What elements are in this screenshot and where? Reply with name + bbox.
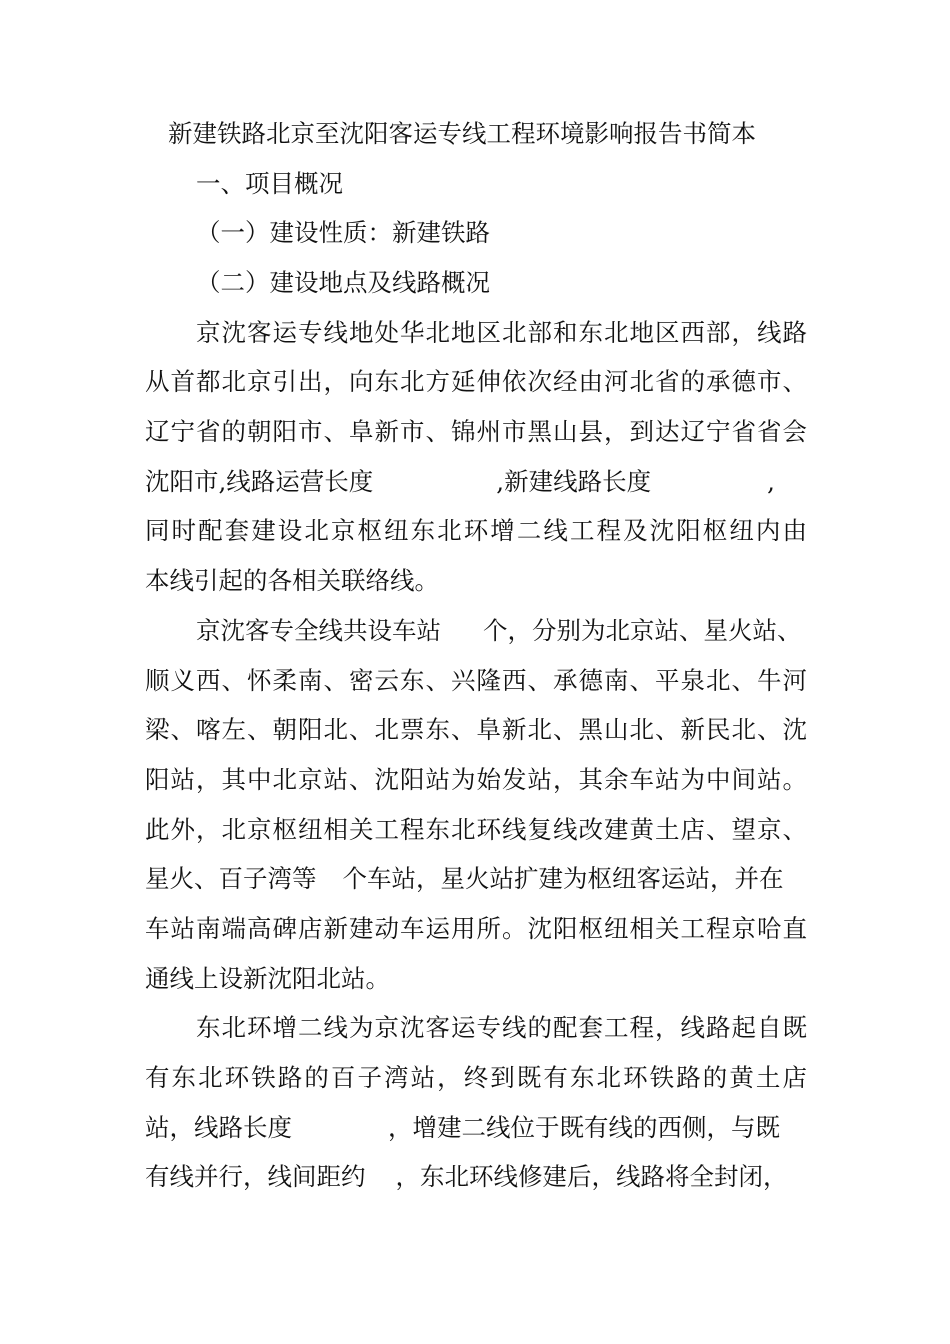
- paragraph-line: [196, 611, 807, 651]
- text-segment: ，增建二线位于既有线的西侧，与既: [388, 1113, 780, 1142]
- text-segment: ，东北环线修建后，线路将全封闭，: [395, 1162, 788, 1191]
- paragraph-line: [145, 1157, 807, 1197]
- text-segment: 沈阳市,线路运营长度: [145, 467, 374, 496]
- text-segment: 个车站，星火站扩建为枢纽客运站，并在: [342, 864, 784, 893]
- paragraph-line: 从首都北京引出，向东北方延伸依次经由河北省的承德市、: [145, 367, 807, 396]
- text-segment: 站，线路长度: [145, 1113, 292, 1142]
- paragraph-line: 有东北环铁路的百子湾站，终到既有东北环铁路的黄土店: [145, 1063, 807, 1092]
- paragraph-line: [145, 859, 807, 899]
- paragraph-line: 此外，北京枢纽相关工程东北环线复线改建黄土店、望京、: [145, 815, 807, 844]
- text-segment: ,: [767, 467, 775, 496]
- paragraph-line: 本线引起的各相关联络线。: [145, 566, 439, 595]
- subheading-construction-nature: （一）建设性质：新建铁路: [196, 218, 490, 247]
- text-segment: 京沈客专全线共设车站: [196, 616, 441, 645]
- text-segment: ,新建线路长度: [496, 467, 652, 496]
- paragraph-line: 顺义西、怀柔南、密云东、兴隆西、承德南、平泉北、牛河: [145, 666, 807, 695]
- paragraph-line: [145, 1108, 807, 1148]
- paragraph-line: 车站南端高碑店新建动车运用所。沈阳枢纽相关工程京哈直: [145, 914, 807, 943]
- text-segment: 星火、百子湾等: [145, 864, 317, 893]
- paragraph-line: 辽宁省的朝阳市、阜新市、锦州市黑山县，到达辽宁省省会: [145, 417, 807, 446]
- section-heading-project-overview: 一、项目概况: [196, 169, 343, 198]
- paragraph-line: 梁、喀左、朝阳北、北票东、阜新北、黑山北、新民北、沈: [145, 715, 807, 744]
- subheading-location-route-overview: （二）建设地点及线路概况: [196, 268, 490, 297]
- paragraph-line: 阳站，其中北京站、沈阳站为始发站，其余车站为中间站。: [145, 765, 807, 794]
- paragraph-line: 同时配套建设北京枢纽东北环增二线工程及沈阳枢纽内由: [145, 516, 807, 545]
- text-segment: 个，分别为北京站、星火站、: [483, 616, 802, 645]
- paragraph-line: [145, 462, 807, 502]
- document-title: 新建铁路北京至沈阳客运专线工程环境影响报告书简本: [168, 119, 756, 148]
- paragraph-line: 通线上设新沈阳北站。: [145, 964, 390, 993]
- paragraph-line: 京沈客运专线地处华北地区北部和东北地区西部，线路: [196, 318, 807, 347]
- paragraph-line: 东北环增二线为京沈客运专线的配套工程，线路起自既: [196, 1013, 807, 1042]
- text-segment: 有线并行，线间距约: [145, 1162, 366, 1191]
